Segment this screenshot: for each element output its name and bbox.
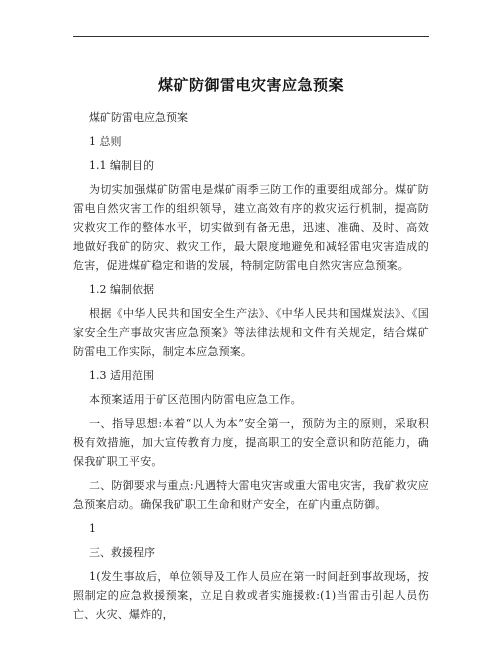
section-heading-purpose: 1.1 编制目的: [89, 159, 154, 172]
subtitle-paragraph: 煤矿防雷电应急预案: [89, 111, 188, 124]
section-heading-scope: 1.3 适用范围: [89, 369, 154, 382]
purpose-paragraph: 为切实加强煤矿防雷电是煤矿雨季三防工作的重要组成部分。煤矿防雷电自然灾害工作的组织领导，建立高效有序的救灾运行机制，提高防灾救灾工作的整体水平，切实做到有备无患，迅速、准确、及时、高效地做好我矿的防灾、救灾工作，最大限度地避免和减轻雷电灾害造成的危害，促进煤矿稳定和谐的发展，特制定防雷电自然灾害应急预案。: [73, 183, 429, 272]
rescue-procedure-paragraph: 1(发生事故后，单位领导及工作人员应在第一时间赶到事故现场，按照制定的应急救援预案，立足自救或者实施援救:(1)当雷击引起人员伤亡、火灾、爆炸的，: [73, 570, 429, 621]
document-title: 煤矿防御雷电灾害应急预案: [157, 76, 344, 94]
section-heading-basis: 1.2 编制依据: [89, 283, 154, 296]
scope-paragraph: 本预案适用于矿区范围内防雷电应急工作。: [89, 393, 302, 406]
section-heading-general: 1 总则: [89, 135, 122, 148]
document-body: [73, 108, 429, 629]
header-rule: [73, 36, 429, 37]
basis-paragraph: 根据《中华人民共和国安全生产法》、《中华人民共和国煤炭法》、《国家安全生产事故灾害应急预案》等法律法规和文件有关规定，结合煤矿防雷电工作实际，制定本应急预案。: [73, 307, 429, 358]
guiding-principle-paragraph: 一、指导思想:本着“以人为本”安全第一，预防为主的原则，采取积极有效措施，加大宣传教育力度，提高职工的安全意识和防范能力，确保我矿职工平安。: [73, 417, 429, 468]
stray-number: 1: [89, 522, 96, 535]
section-heading-rescue: 三、救援程序: [89, 546, 155, 559]
defense-requirements-paragraph: 二、防御要求与重点:凡遇特大雷电灾害或重大雷电灾害，我矿救灾应急预案启动。确保我矿职工生命和财产安全，在矿内重点防御。: [73, 479, 429, 511]
